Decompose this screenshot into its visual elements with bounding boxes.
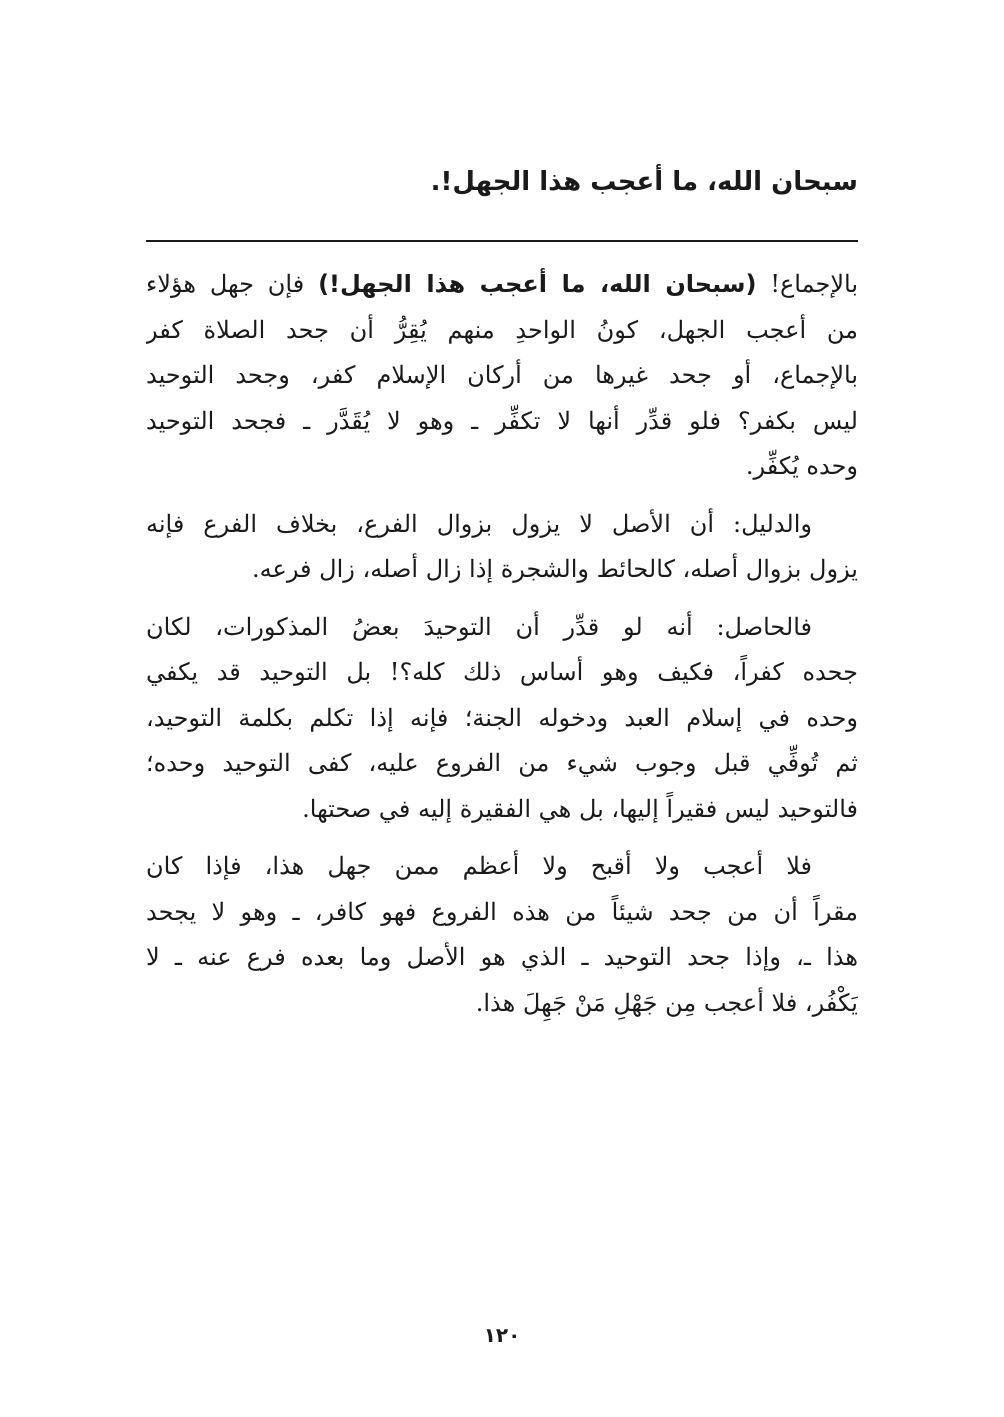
- paragraph-line: فالتوحيد ليس فقيراً إليها، بل هي الفقيرة إليه في صحتها.: [302, 794, 858, 823]
- paragraph-line: من أعجب الجهل، كونُ الواحدِ منهم يُقِرُّ أن جحد الصلاة كفر: [146, 315, 858, 344]
- paragraph-line: مقراً أن من جحد شيئاً من هذه الفروع فهو كافر، ـ وهو لا يجحد: [146, 897, 858, 926]
- paragraph-line: بالإجماع! (سبحان الله، ما أعجب هذا الجهل!) فإن جهل هؤلاء: [146, 270, 858, 298]
- paragraph-line: وحده يُكفِّر.: [745, 452, 858, 480]
- paragraph-line: وحده في إسلام العبد ودخوله الجنة؛ فإنه إذا تكلم بكلمة التوحيد،: [146, 703, 858, 732]
- paragraph-4: [146, 844, 858, 1026]
- paragraph-line: ليس بكفر؟ فلو قدِّر أنها لا تكفِّر ـ وهو لا يُقَدَّر ـ فجحد التوحيد: [146, 406, 858, 435]
- running-header-title: سبحان الله، ما أعجب هذا الجهل!.: [430, 167, 858, 197]
- body-text: [146, 262, 858, 1038]
- paragraph-line: يزول بزوال أصله، كالحائط والشجرة إذا زال أصله، زال فرعه.: [252, 555, 858, 583]
- paragraph-line: جحده كفراً، فكيف وهو أساس ذلك كله؟! بل التوحيد قد يكفي: [146, 658, 858, 686]
- document-page: [146, 0, 858, 1417]
- paragraph-2: [146, 502, 858, 593]
- paragraph-line: ثم تُوفِّي قبل وجوب شيء من الفروع عليه، كفى التوحيد وحده؛: [146, 749, 858, 777]
- header-divider: [146, 240, 858, 242]
- paragraph-3: [146, 605, 858, 833]
- paragraph-line: بالإجماع، أو جحد غيرها من أركان الإسلام كفر، وجحد التوحيد: [146, 361, 858, 389]
- paragraph-1: [146, 262, 858, 490]
- paragraph-line: فالحاصل: أنه لو قدِّر أن التوحيدَ بعضُ المذكورات، لكان: [146, 612, 812, 641]
- paragraph-line: هذا ـ، وإذا جحد التوحيد ـ الذي هو الأصل وما بعده فرع عنه ـ لا: [146, 943, 858, 971]
- paragraph-line: والدليل: أن الأصل لا يزول بزوال الفرع، بخلاف الفرع فإنه: [146, 509, 812, 538]
- paragraph-line: فلا أعجب ولا أقبح ولا أعظم ممن جهل هذا، فإذا كان: [146, 852, 812, 880]
- paragraph-line: يَكْفُر، فلا أعجب مِن جَهْلِ مَنْ جَهِلَ هذا.: [475, 988, 858, 1017]
- bold-phrase: (سبحان الله، ما أعجب هذا الجهل!): [318, 270, 757, 298]
- page-number: ١٢٠: [483, 1323, 521, 1347]
